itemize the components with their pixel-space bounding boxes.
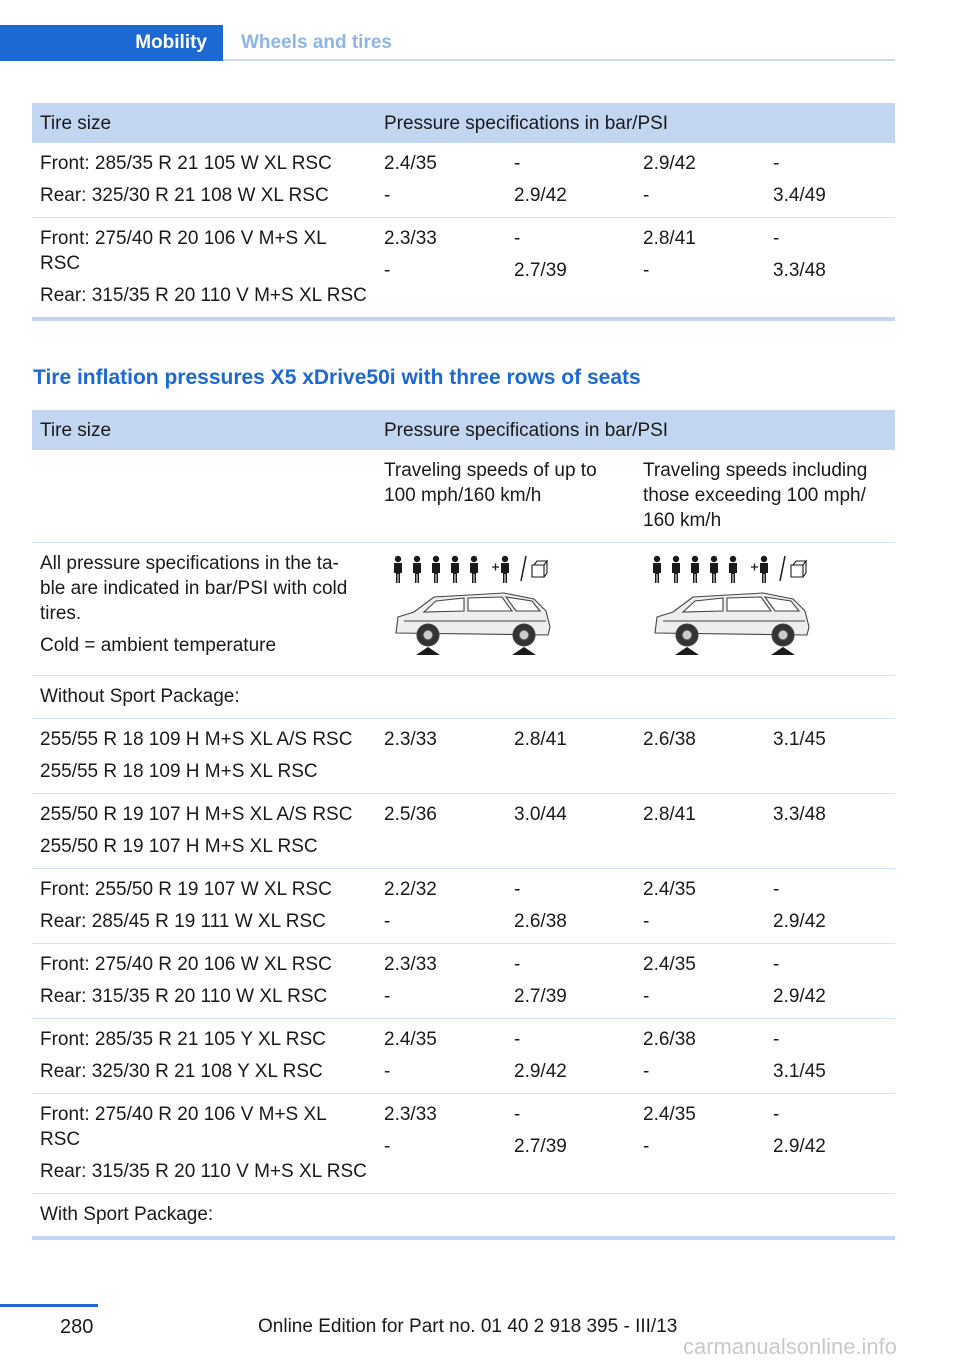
- pressure-cell: [635, 218, 765, 320]
- pressure-value: -: [643, 1136, 650, 1157]
- pressure-value: 2.3/33: [384, 954, 437, 975]
- pressure-cell: [376, 944, 506, 1019]
- pressure-value: -: [384, 911, 391, 932]
- pressure-value: -: [773, 153, 780, 174]
- pressure-value: -: [384, 1136, 391, 1157]
- tire-arrow-icon: [416, 647, 536, 655]
- page-header: [0, 0, 895, 62]
- pressure-value: 2.6/38: [643, 729, 696, 750]
- footer-divider: [0, 1304, 98, 1307]
- tire-size-cell: [32, 1094, 376, 1194]
- pressure-value: 2.9/42: [514, 1061, 567, 1082]
- pressure-cell: [376, 143, 506, 218]
- pressure-value: 2.9/42: [773, 1136, 826, 1157]
- pressure-cell: [635, 1019, 765, 1094]
- person-icon: [729, 556, 737, 583]
- pressure-value: 2.4/35: [643, 954, 696, 975]
- pressure-cell: [635, 869, 765, 944]
- pressure-value: -: [773, 954, 780, 975]
- pressure-value: 2.4/35: [643, 879, 696, 900]
- speed-low-label: Traveling speeds of up to 100 mph/160 km/h: [376, 450, 635, 543]
- pressure-table-top: [32, 103, 895, 321]
- tire-size-cell: [32, 1019, 376, 1094]
- pressure-value: 3.1/45: [773, 1061, 826, 1082]
- speed-row: [32, 450, 895, 543]
- pressure-cell: [765, 143, 895, 218]
- pressure-cell: [376, 719, 506, 794]
- person-icon: [501, 556, 509, 583]
- tire-arrow-icon: [675, 647, 795, 655]
- section-title: Tire inflation pressures X5 xDrive50i with three rows of seats: [33, 366, 641, 389]
- tab-mobility[interactable]: Mobility: [0, 25, 223, 61]
- pressure-value: 2.8/41: [514, 729, 567, 750]
- person-icon: [413, 556, 421, 583]
- pressure-value: 2.5/36: [384, 804, 437, 825]
- pressure-cell: [506, 869, 635, 944]
- table-row: [32, 1094, 895, 1194]
- pressure-value: 2.6/38: [514, 911, 567, 932]
- pressure-cell: [506, 1094, 635, 1194]
- pressure-cell: [376, 794, 506, 869]
- pressure-cell: [635, 794, 765, 869]
- tire-size-cell: [32, 869, 376, 944]
- table-header-row: [32, 410, 895, 450]
- pressure-value: -: [514, 879, 521, 900]
- tire-size-text: Rear: 315/35 R 20 110 W XL RSC: [40, 986, 328, 1007]
- tire-size-text: Front: 285/35 R 21 105 W XL RSC: [40, 153, 332, 174]
- pressure-value: -: [773, 1029, 780, 1050]
- pressure-value: 2.4/35: [384, 1029, 437, 1050]
- note-line: Cold = ambient temperature: [40, 635, 277, 656]
- table-row: [32, 218, 895, 320]
- pressure-value: -: [384, 260, 391, 281]
- pressure-cell: [506, 218, 635, 320]
- pressure-value: 2.2/32: [384, 879, 437, 900]
- pressure-value: -: [643, 185, 650, 206]
- col-tire-size: Tire size: [32, 103, 376, 143]
- pressure-value: 2.9/42: [514, 185, 567, 206]
- pressure-value: 2.8/41: [643, 228, 696, 249]
- note-row: [32, 543, 895, 676]
- tire-size-text: Rear: 315/35 R 20 110 V M+S XL RSC: [40, 285, 367, 306]
- pressure-value: -: [384, 986, 391, 1007]
- pressure-cell: [376, 869, 506, 944]
- pressure-cell: [506, 719, 635, 794]
- car-icon: [655, 593, 809, 646]
- tire-size-text: Rear: 325/30 R 21 108 W XL RSC: [40, 185, 329, 206]
- pressure-value: 3.3/48: [773, 260, 826, 281]
- pressure-value: 3.0/44: [514, 804, 567, 825]
- load-pictogram-high: [635, 543, 895, 676]
- col-pressure-spec: Pressure specifications in bar/PSI: [376, 103, 895, 143]
- tire-size-text: Rear: 285/45 R 19 111 W XL RSC: [40, 911, 326, 932]
- table-header-row: [32, 103, 895, 143]
- person-icon: [653, 556, 661, 583]
- load-pictogram-low: [376, 543, 635, 676]
- cold-tire-note: [32, 543, 376, 676]
- with-sport-label: With Sport Package:: [32, 1194, 895, 1239]
- header-divider: [223, 59, 895, 61]
- tire-size-cell: [32, 794, 376, 869]
- pressure-value: 2.4/35: [643, 1104, 696, 1125]
- person-icon: [451, 556, 459, 583]
- pressure-table-three-rows: [32, 410, 895, 1240]
- pressure-value: 2.3/33: [384, 228, 437, 249]
- watermark: carmanualsonline.info: [683, 1334, 898, 1359]
- pressure-cell: [376, 218, 506, 320]
- pressure-value: 2.7/39: [514, 260, 567, 281]
- pressure-value: 2.3/33: [384, 729, 437, 750]
- col-pressure-spec: Pressure specifications in bar/PSI: [376, 410, 895, 450]
- page-number: 280: [60, 1316, 94, 1338]
- pressure-value: -: [384, 1061, 391, 1082]
- pressure-value: -: [773, 879, 780, 900]
- pressure-value: -: [643, 911, 650, 932]
- pressure-cell: [635, 719, 765, 794]
- person-icon: [691, 556, 699, 583]
- pressure-value: 2.9/42: [773, 986, 826, 1007]
- pressure-cell: [765, 944, 895, 1019]
- pressure-cell: [506, 944, 635, 1019]
- pressure-value: 3.1/45: [773, 729, 826, 750]
- car-icon: [396, 593, 550, 646]
- tire-size-cell: [32, 944, 376, 1019]
- person-icon: [760, 556, 768, 583]
- tire-size-text: Front: 275/40 R 20 106 V M+S XL RSC: [40, 1104, 327, 1150]
- person-icon: [710, 556, 718, 583]
- tire-size-text: Rear: 315/35 R 20 110 V M+S XL RSC: [40, 1161, 367, 1182]
- pressure-cell: [765, 794, 895, 869]
- table-row: [32, 794, 895, 869]
- pressure-value: -: [384, 185, 391, 206]
- pressure-value: 2.6/38: [643, 1029, 696, 1050]
- pressure-cell: [635, 1094, 765, 1194]
- pressure-value: -: [643, 1061, 650, 1082]
- table-row: [32, 1019, 895, 1094]
- pressure-cell: [376, 1094, 506, 1194]
- tire-size-text: 255/55 R 18 109 H M+S XL A/S RSC: [40, 729, 353, 750]
- tire-size-text: Front: 275/40 R 20 106 V M+S XL RSC: [40, 228, 327, 274]
- without-sport-label: Without Sport Package:: [32, 676, 895, 719]
- pressure-value: -: [514, 153, 521, 174]
- without-sport-row: [32, 676, 895, 719]
- tire-size-text: Front: 275/40 R 20 106 W XL RSC: [40, 954, 332, 975]
- pressure-value: 2.8/41: [643, 804, 696, 825]
- pressure-cell: [506, 794, 635, 869]
- tire-size-cell: [32, 218, 376, 320]
- pressure-cell: [765, 1019, 895, 1094]
- tire-size-text: Front: 285/35 R 21 105 Y XL RSC: [40, 1029, 326, 1050]
- edition-text: Online Edition for Part no. 01 40 2 918 395 - III/13: [258, 1316, 678, 1337]
- pressure-value: -: [643, 260, 650, 281]
- pressure-value: 2.4/35: [384, 153, 437, 174]
- person-icon: [432, 556, 440, 583]
- with-sport-row: [32, 1194, 895, 1239]
- table-row: [32, 944, 895, 1019]
- pressure-cell: [376, 1019, 506, 1094]
- tire-size-cell: [32, 719, 376, 794]
- table-row: [32, 143, 895, 218]
- pressure-value: 2.9/42: [643, 153, 696, 174]
- person-icon: [470, 556, 478, 583]
- pressure-value: -: [643, 986, 650, 1007]
- pressure-value: 2.3/33: [384, 1104, 437, 1125]
- pressure-value: 2.9/42: [773, 911, 826, 932]
- pressure-cell: [506, 1019, 635, 1094]
- pressure-value: 2.7/39: [514, 986, 567, 1007]
- pressure-value: -: [514, 1104, 521, 1125]
- vehicle-load-pictogram-icon: [384, 551, 574, 659]
- tab-wheels-and-tires[interactable]: Wheels and tires: [241, 32, 392, 53]
- tire-size-text: Front: 255/50 R 19 107 W XL RSC: [40, 879, 332, 900]
- pressure-value: 2.7/39: [514, 1136, 567, 1157]
- table-row: [32, 719, 895, 794]
- speed-high-label: Traveling speeds including those exceeding 100 mph/ 160 km/h: [635, 450, 895, 543]
- pressure-cell: [635, 944, 765, 1019]
- pressure-cell: [765, 218, 895, 320]
- tire-size-text: 255/50 R 19 107 H M+S XL RSC: [40, 836, 318, 857]
- pressure-value: -: [514, 228, 521, 249]
- vehicle-load-pictogram-icon: [643, 551, 833, 659]
- pressure-value: -: [514, 1029, 521, 1050]
- empty-cell: [32, 450, 376, 543]
- tire-size-cell: [32, 143, 376, 218]
- pressure-value: -: [514, 954, 521, 975]
- pressure-value: -: [773, 228, 780, 249]
- person-icon: [672, 556, 680, 583]
- person-icon: [394, 556, 402, 583]
- tire-size-text: 255/50 R 19 107 H M+S XL A/S RSC: [40, 804, 353, 825]
- pressure-value: 3.3/48: [773, 804, 826, 825]
- note-line: All pressure specifications in the ta- ble are indicated in bar/PSI with cold tires.: [40, 553, 348, 624]
- table-row: [32, 869, 895, 944]
- col-tire-size: Tire size: [32, 410, 376, 450]
- tire-size-text: 255/55 R 18 109 H M+S XL RSC: [40, 761, 318, 782]
- pressure-cell: [506, 143, 635, 218]
- pressure-cell: [765, 1094, 895, 1194]
- pressure-cell: [765, 869, 895, 944]
- pressure-cell: [765, 719, 895, 794]
- pressure-cell: [635, 143, 765, 218]
- pressure-value: -: [773, 1104, 780, 1125]
- pressure-value: 3.4/49: [773, 185, 826, 206]
- tire-size-text: Rear: 325/30 R 21 108 Y XL RSC: [40, 1061, 323, 1082]
